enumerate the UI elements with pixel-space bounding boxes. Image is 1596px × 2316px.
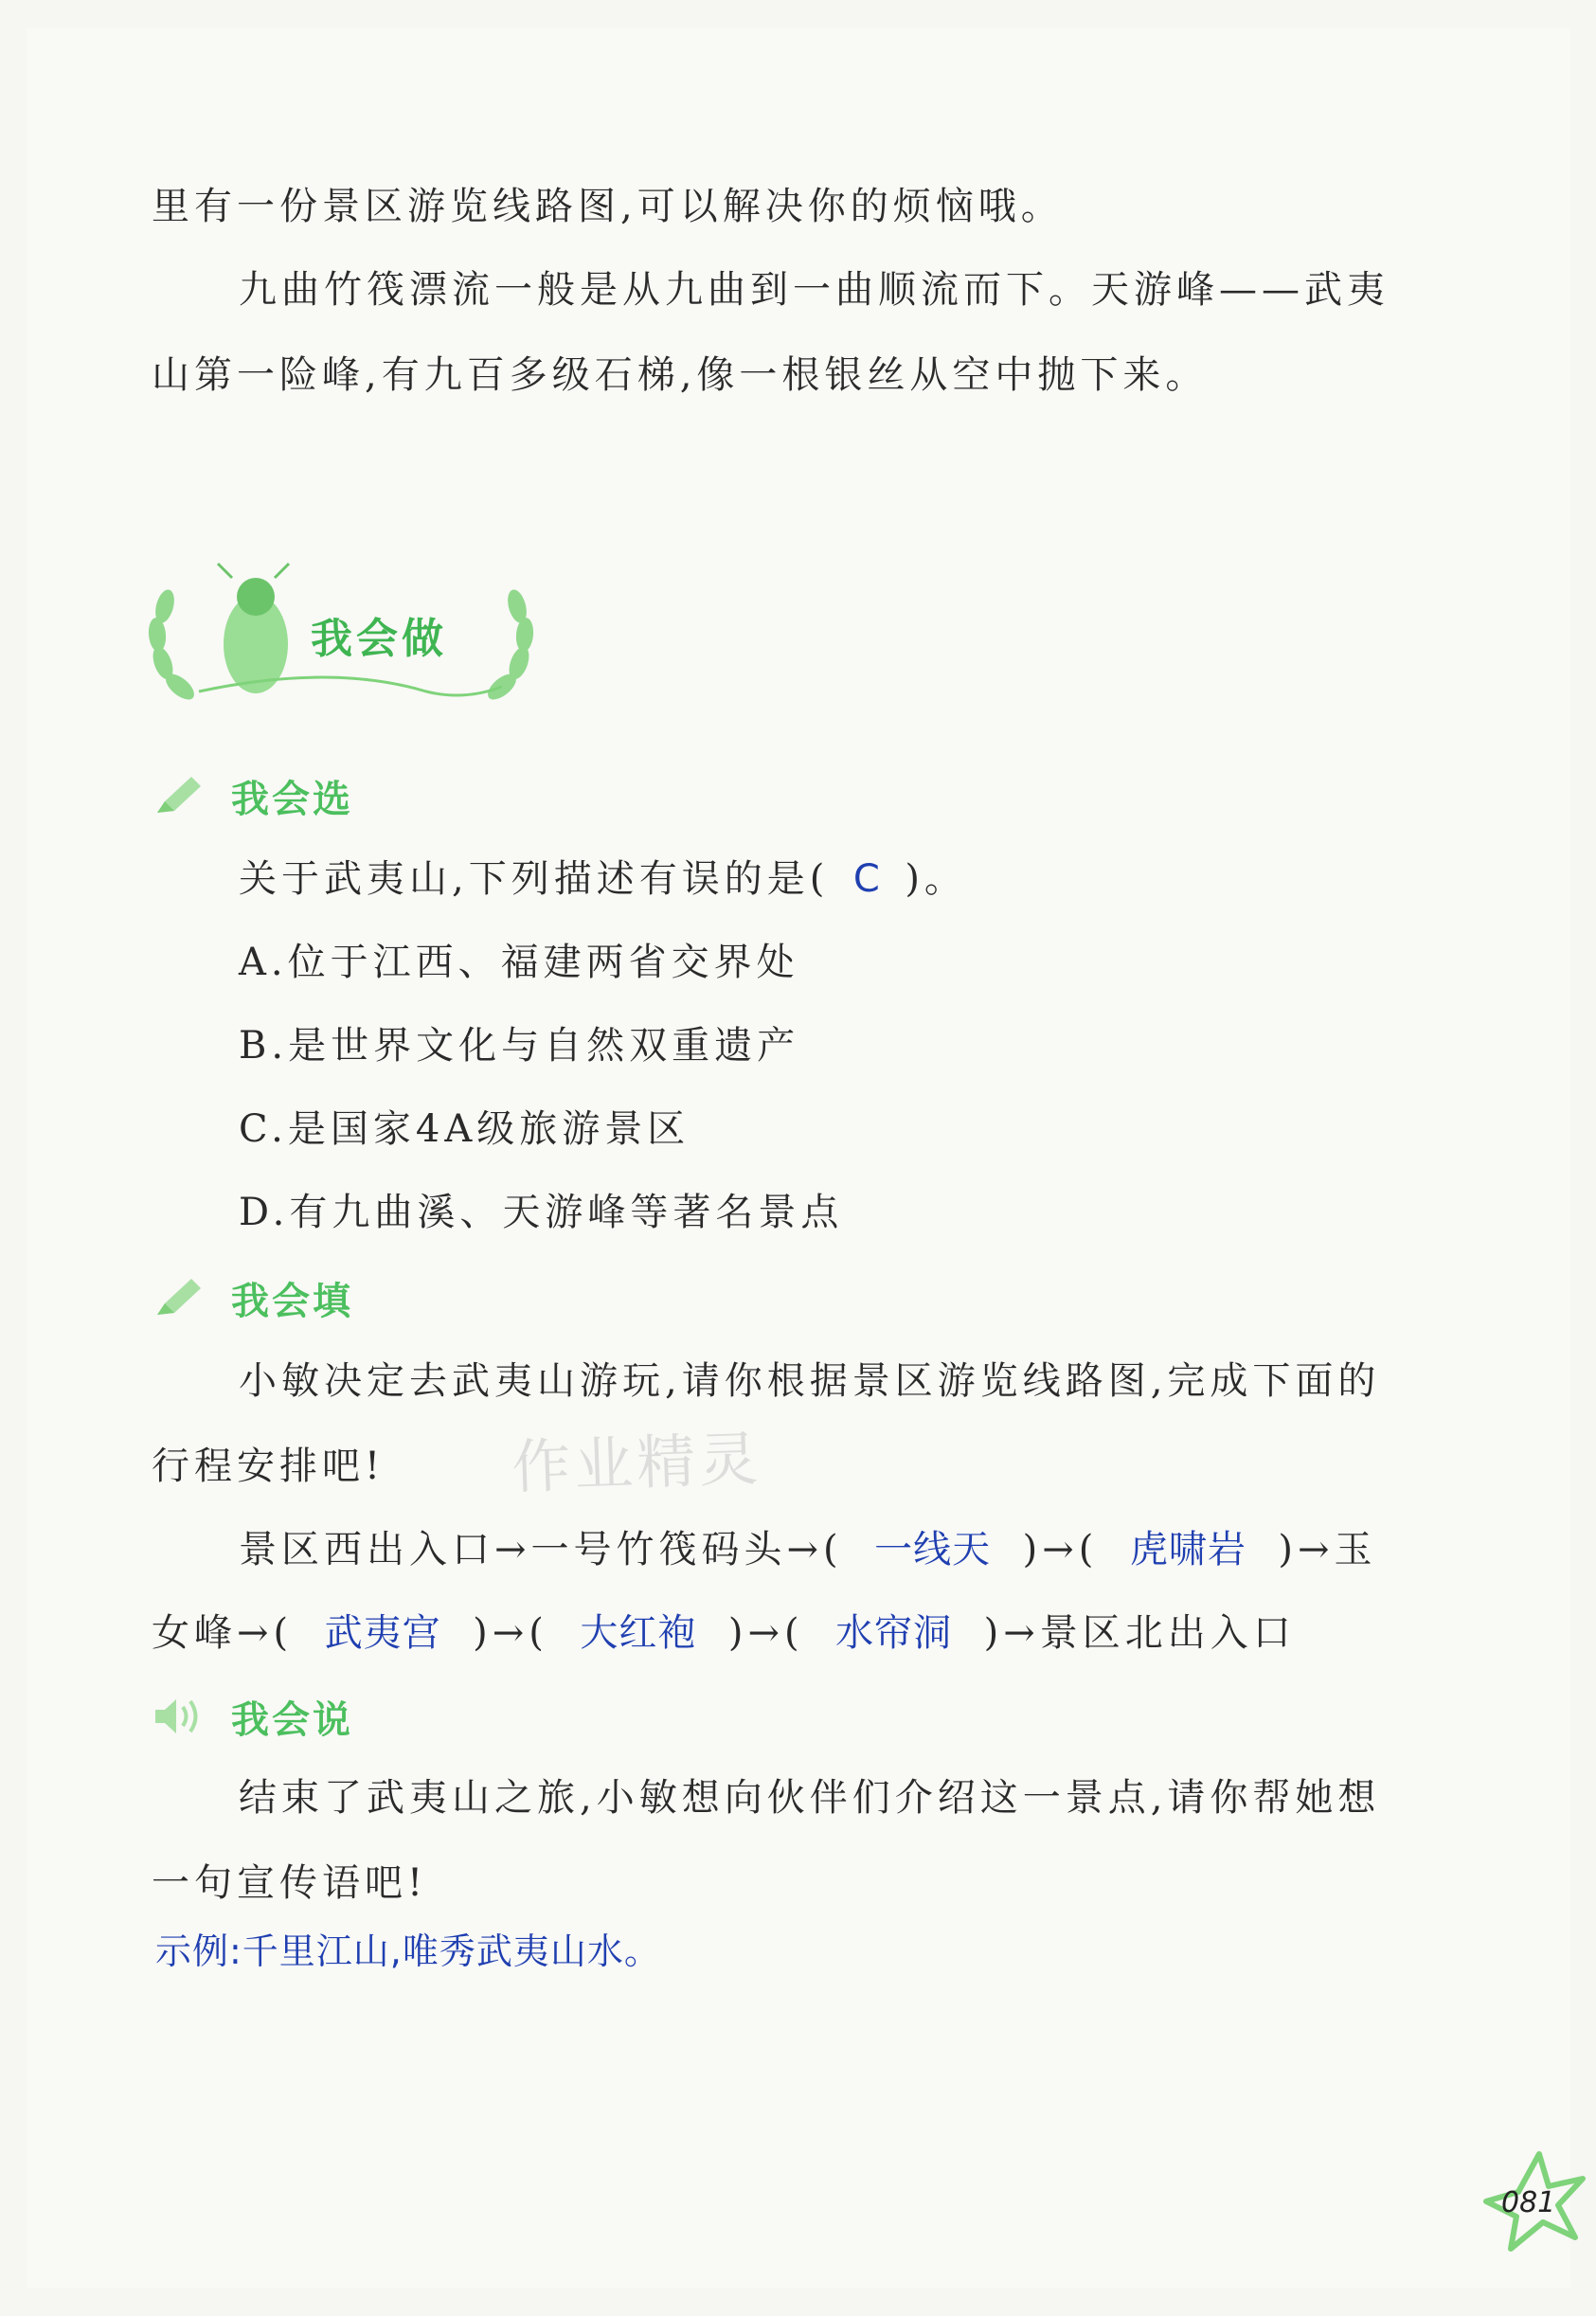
fill-para-line-1: 小敏决定去武夷山游玩,请你根据景区游览线路图,完成下面的 (239, 1359, 1381, 1403)
answer-blank-2: 虎啸岩 (1129, 1528, 1246, 1571)
route-text: )→( (727, 1611, 804, 1655)
option-c: C.是国家4A级旅游景区 (239, 1107, 690, 1151)
pencil-icon (152, 773, 205, 818)
speak-heading (152, 1688, 353, 1745)
speaker-icon (152, 1694, 205, 1739)
choose-heading (152, 767, 353, 824)
intro-line-3: 山第一险峰,有九百多级石梯,像一根银丝从空中抛下来。 (152, 353, 1209, 397)
route-text: 景区西出入口→一号竹筏码头→( (239, 1528, 843, 1571)
route-text: )→玉 (1278, 1528, 1377, 1571)
option-a: A.位于江西、福建两省交界处 (239, 941, 799, 984)
answer-blank-5: 水帘洞 (835, 1611, 953, 1655)
question-text: 关于武夷山,下列描述有误的是( (239, 857, 830, 901)
choose-answer: C (852, 857, 881, 901)
pencil-icon (152, 1275, 205, 1320)
option-b: B.是世界文化与自然双重遗产 (239, 1024, 800, 1068)
section-title: 我会做 (311, 615, 447, 663)
fill-para-line-2: 行程安排吧! (152, 1445, 386, 1488)
fill-heading-label: 我会填 (231, 1279, 353, 1323)
speak-para-line-2: 一句宣传语吧! (152, 1861, 428, 1905)
intro-line-1: 里有一份景区游览线路图,可以解决你的烦恼哦。 (152, 185, 1064, 228)
answer-blank-1: 一线天 (874, 1528, 992, 1571)
option-d: D.有九曲溪、天游峰等著名景点 (239, 1191, 844, 1234)
route-text: 女峰→( (152, 1611, 294, 1655)
choose-question (239, 851, 967, 907)
question-suffix: )。 (905, 857, 967, 901)
page-number: 081 (1501, 2186, 1556, 2219)
example-answer: 示例:千里江山,唯秀武夷山水。 (155, 1930, 661, 1972)
fill-heading (152, 1269, 353, 1326)
section-emblem (142, 559, 540, 729)
route-text: )→( (1022, 1528, 1099, 1571)
route-line-2 (152, 1605, 1296, 1661)
choose-heading-label: 我会选 (231, 777, 353, 821)
intro-line-2: 九曲竹筏漂流一般是从九曲到一曲顺流而下。天游峰——武夷 (239, 268, 1390, 312)
watermark: 作业精灵 (510, 1424, 763, 1502)
answer-blank-4: 大红袍 (580, 1611, 697, 1655)
speak-heading-label: 我会说 (231, 1697, 353, 1742)
page-number-badge (1482, 2150, 1587, 2254)
speak-para-line-1: 结束了武夷山之旅,小敏想向伙伴们介绍这一景点,请你帮她想 (239, 1776, 1381, 1820)
route-line-1 (239, 1521, 1377, 1578)
route-text: )→( (473, 1611, 548, 1655)
route-text: )→景区北出入口 (983, 1611, 1296, 1655)
answer-blank-3: 武夷宫 (324, 1611, 441, 1655)
